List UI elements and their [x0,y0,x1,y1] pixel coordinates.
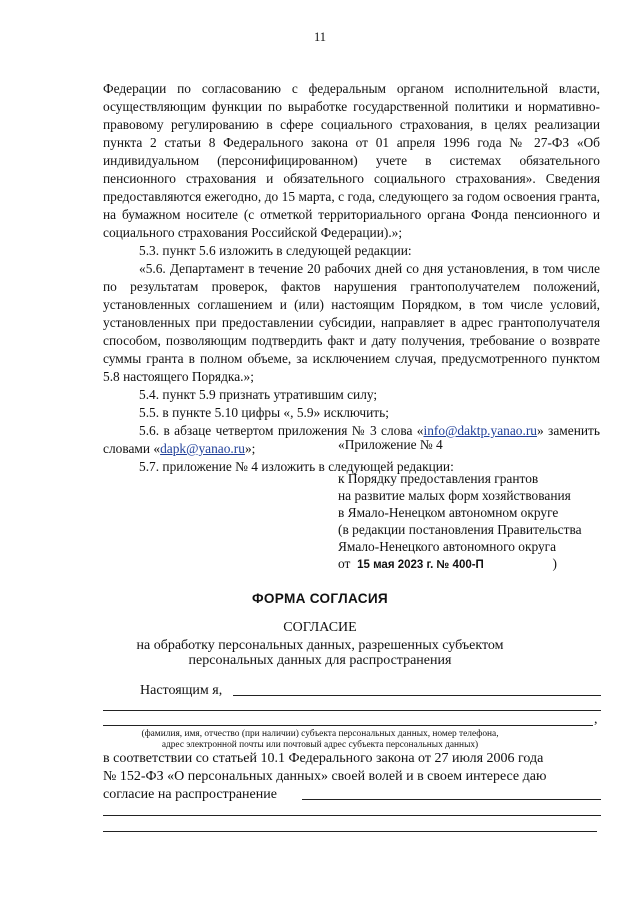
consent-body-line: согласие на распространение [103,787,277,802]
blank-line[interactable] [103,725,593,726]
paragraph-5-7: 5.7. приложение № 4 изложить в следующей редакции: [139,459,454,474]
consent-body-line: № 152-ФЗ «О персональных данных» своей волей и в своем интересе даю [103,769,547,784]
paragraph-5-4: 5.4. пункт 5.9 признать утратившим силу; [139,387,378,402]
field-hint-2: адрес электронной почты или почтовый адрес субъекта персональных данных) [161,740,479,750]
paragraph-5-6-text: «5.6. Департамент в течение 20 рабочих дней со дня установления, в том числе по результатам проверок, фактов нарушения грантополучателем положений, установленных соглашением и (или) настоящим Порядком, в том числе условий, установленных при предоставлении субсидии, направляет в адрес грантополучателя способом, позволяющим подтвердить факт и дату получения, требование о возврате суммы гранта в полном объеме, за исключением случая, предусмотренного пунктом 5.8 настоящего Порядка.»; [103,261,600,384]
appendix-line: в Ямало-Ненецком автономном округе [338,505,559,520]
appendix-line: к Порядку предоставления грантов [338,471,539,486]
appendix-date [338,555,582,574]
amendment-text [103,80,600,476]
consent-subtitle-1: на обработку персональных данных, разрешенных субъектом [136,638,504,653]
appendix-line: на развитие малых форм хозяйствования [338,488,571,503]
appendix-header [338,470,582,574]
blank-line[interactable] [103,815,601,816]
paragraph-5-5: 5.5. в пункте 5.10 цифры «, 5.9» исключить; [139,405,389,420]
paragraph-5-6-mid: » заменить словами « [103,423,600,456]
line-comma: , [594,712,598,727]
field-hint-1: (фамилия, имя, отчество (при наличии) субъекта персональных данных, номер телефона, [141,729,499,739]
hereby-label: Настоящим я, [140,683,223,698]
consent-body-line: в соответствии со статьей 10.1 Федерального закона от 27 июля 2006 года [103,751,544,766]
consent-body [103,750,600,804]
consent-subtitle-2: персональных данных для распространения [188,653,452,668]
appendix-line: (в редакции постановления Правительства [338,522,582,537]
blank-line[interactable] [103,710,601,711]
consent-title: СОГЛАСИЕ [283,620,357,635]
email-link-new[interactable]: dapk@yanao.ru [160,441,245,456]
blank-line[interactable] [103,831,597,832]
form-title: ФОРМА СОГЛАСИЯ [252,591,388,606]
page-number: 11 [313,30,327,44]
email-link-old[interactable]: info@daktp.yanao.ru [423,423,537,438]
date-suffix: ) [552,556,558,571]
paragraph-5-3: 5.3. пункт 5.6 изложить в следующей редакции: [139,243,412,258]
name-field-line[interactable] [233,695,601,696]
paragraph-continuation: Федерации по согласованию с федеральным органом исполнительной власти, осуществляющим функции по выработке государственной политики и нормативно-правовому регулированию в сфере социального страхования, в целях реализации пункта 2 статьи 8 Федерального закона от 01 апреля 1996 года № 27-ФЗ «Об индивидуальном (персонифицированном) учете в системах обязательного пенсионного страхования и обязательного социального страхования». Сведения предоставляются ежегодно, до 15 марта, с года, следующего за годом освоения гранта, на бумажном носителе (с отметкой территориального органа Фонда пенсионного и социального страхования Российской Федерации).»; [103,81,600,240]
paragraph-5-6-post: »; [244,441,256,456]
paragraph-5-6-pre: 5.6. в абзаце четвертом приложения № 3 слова « [139,423,424,438]
date-prefix: от [338,556,351,571]
appendix-line: Ямало-Ненецкого автономного округа [338,539,557,554]
date-value: 15 мая 2023 г. № 400-П [357,559,484,571]
appendix-title: «Приложение № 4 [338,437,443,452]
distribution-field-line[interactable] [302,799,601,800]
